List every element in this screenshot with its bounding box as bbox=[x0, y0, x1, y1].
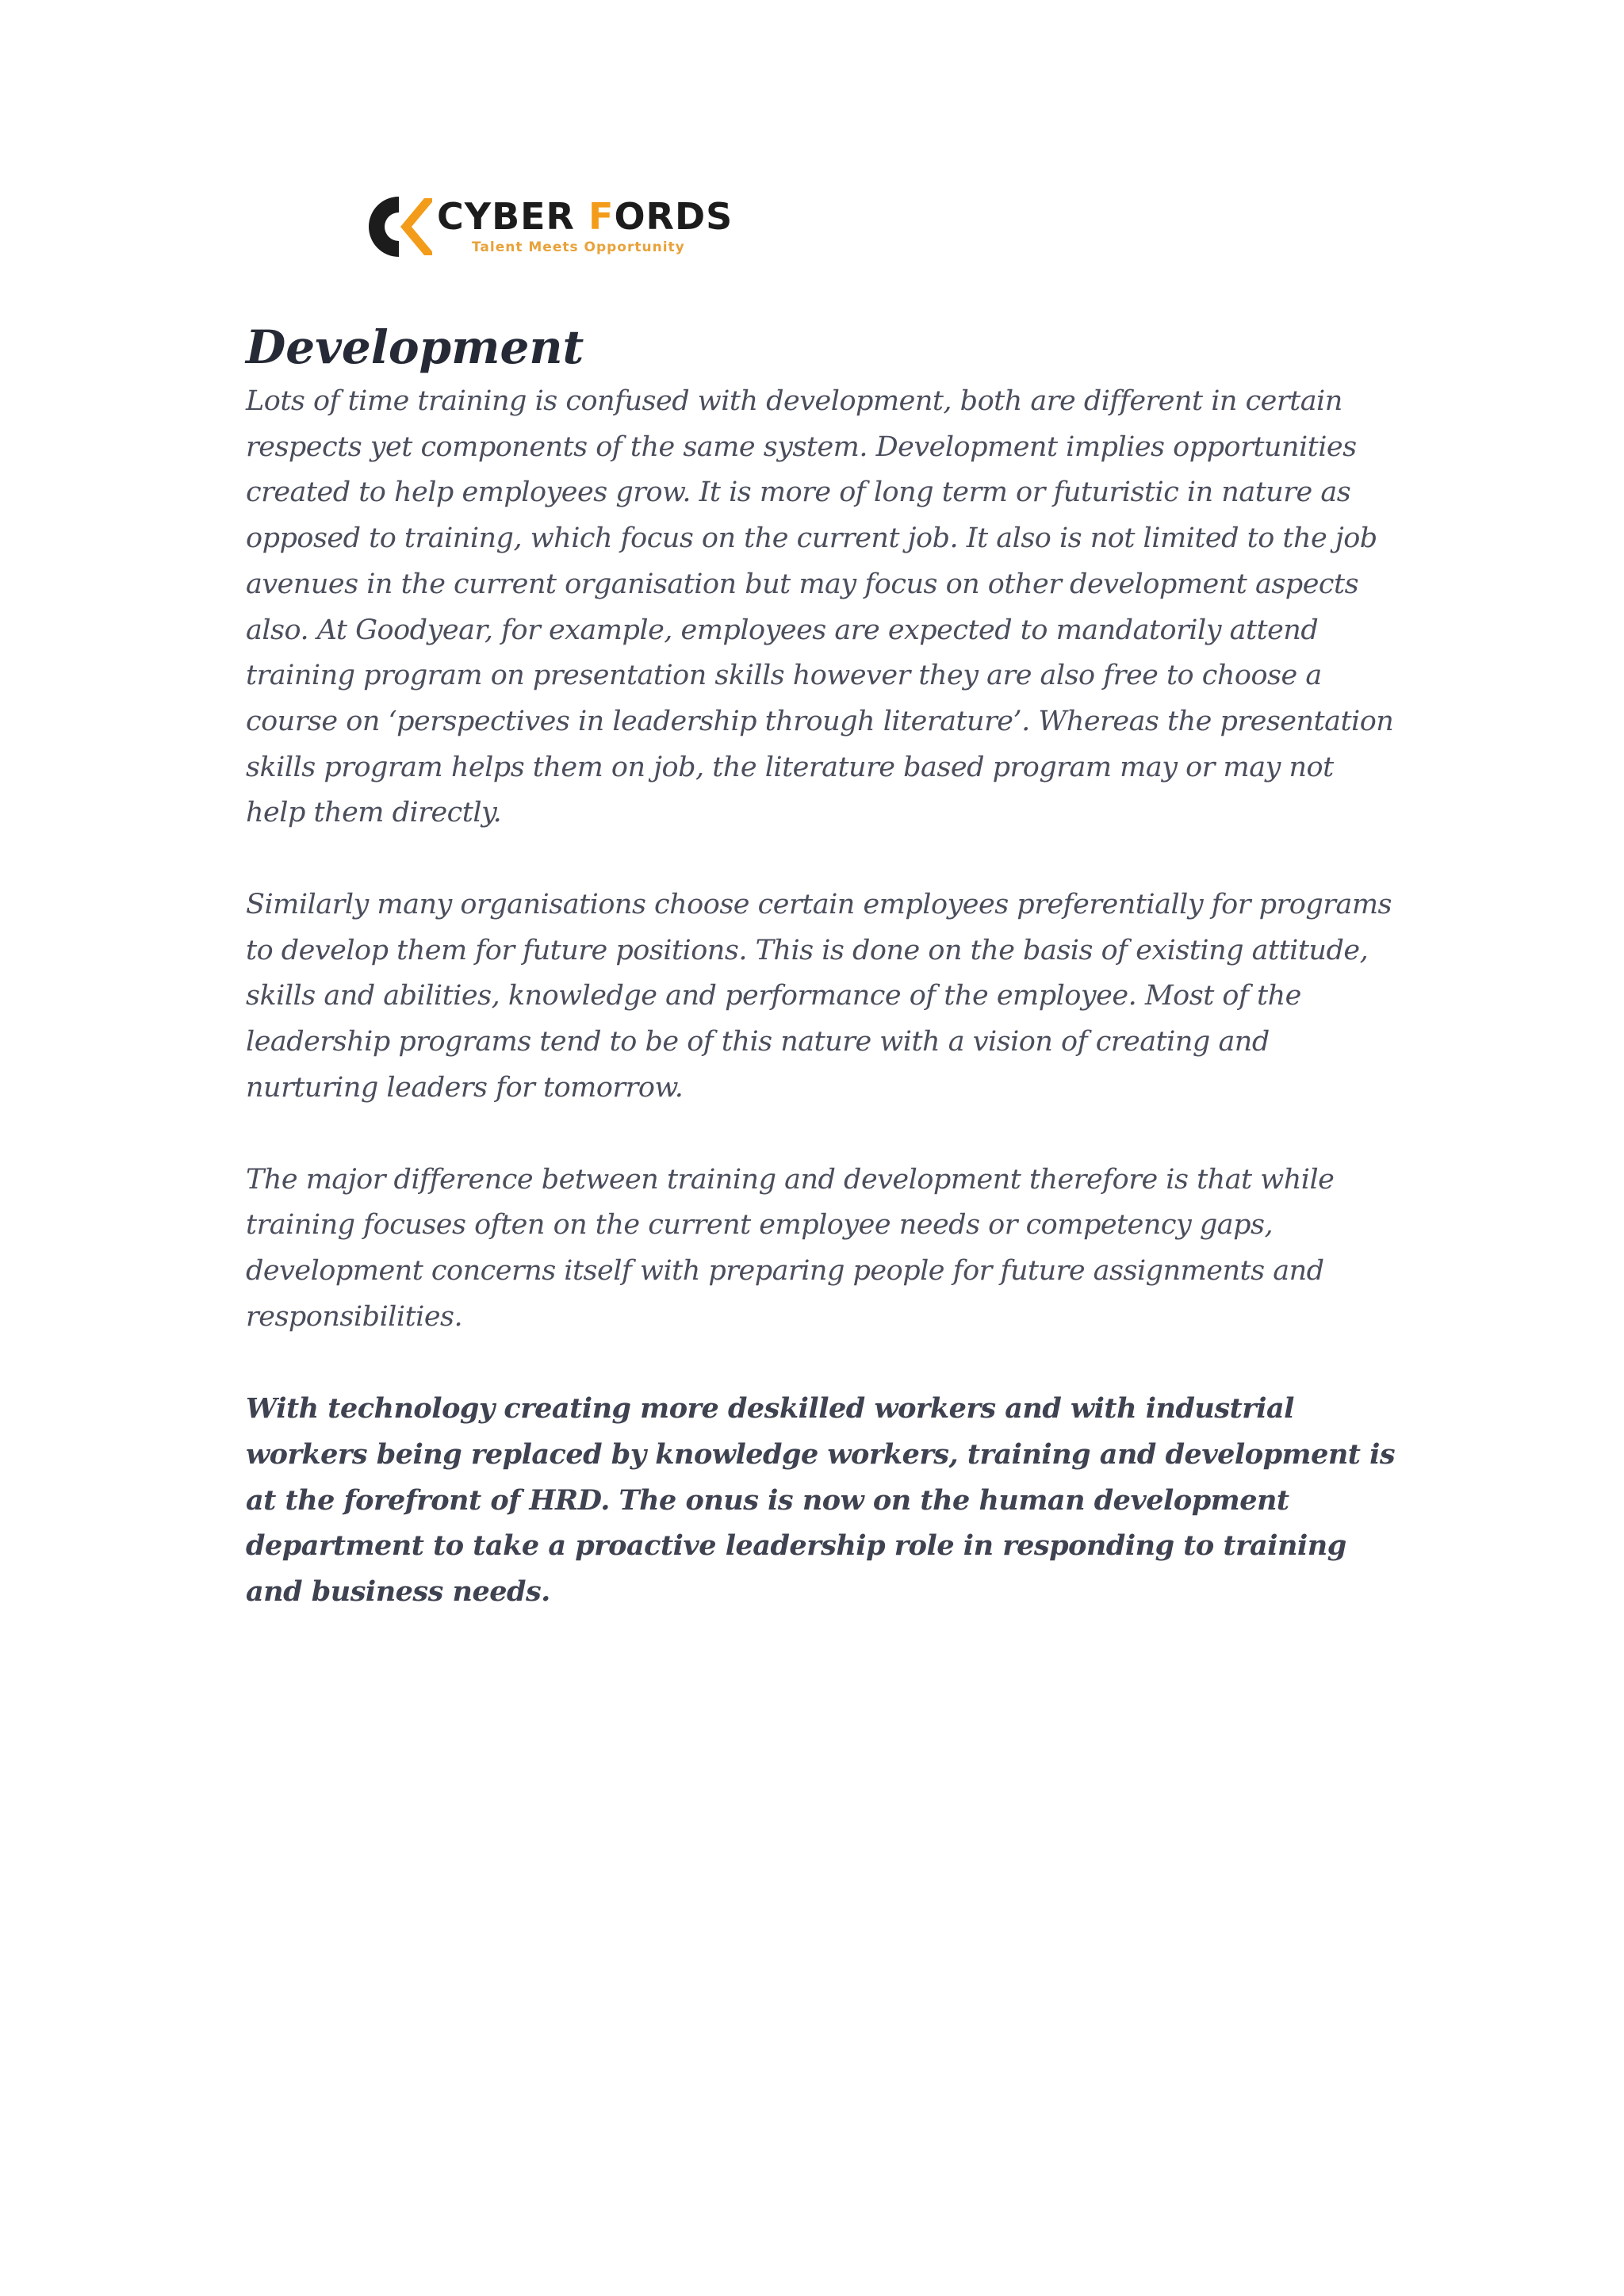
page-title: Development bbox=[246, 320, 584, 374]
paragraph-4-bold: With technology creating more deskilled workers and with industrial workers being replaced by knowledge workers, training and development is at the forefront of HRD. The onus is now on the human development department to take a proactive leadership role in responding to training and business needs. bbox=[246, 1392, 1396, 1609]
logo-tagline: Talent Meets Opportunity bbox=[472, 239, 685, 255]
paragraph-1: Lots of time training is confused with development, both are different in certain respects yet components of the same system. Development implies opportunities created to help employees grow. It is more of long term or futuristic in nature as opposed to training, which focus on the current job. It also is not limited to the job avenues in the current organisation but may focus on other development aspects also. At Goodyear, for example, employees are expected to mandatorily attend training program on presentation skills however they are also free to choose a course on ‘perspectives in leadership through literature’. Whereas the presentation skills program helps them on job, the literature based program may or may not help them directly. bbox=[246, 385, 1394, 829]
paragraph-3: The major difference between training and development therefore is that while training focuses often on the current employee needs or competency gaps, development concerns itself with preparing people for future assignments and responsibilities. bbox=[246, 1163, 1335, 1333]
company-logo bbox=[361, 190, 733, 270]
paragraph-2: Similarly many organisations choose certain employees preferentially for programs to develop them for future positions. This is done on the basis of existing attitude, skills and abilities, knowledge and performance of the employee. Most of the leadership programs tend to be of this nature with a vision of creating and nurturing leaders for tomorrow. bbox=[246, 889, 1392, 1104]
document-body bbox=[246, 316, 1396, 1661]
logo-mark-icon bbox=[361, 190, 432, 262]
logo-wordmark: CYBER FORDS bbox=[437, 195, 733, 238]
